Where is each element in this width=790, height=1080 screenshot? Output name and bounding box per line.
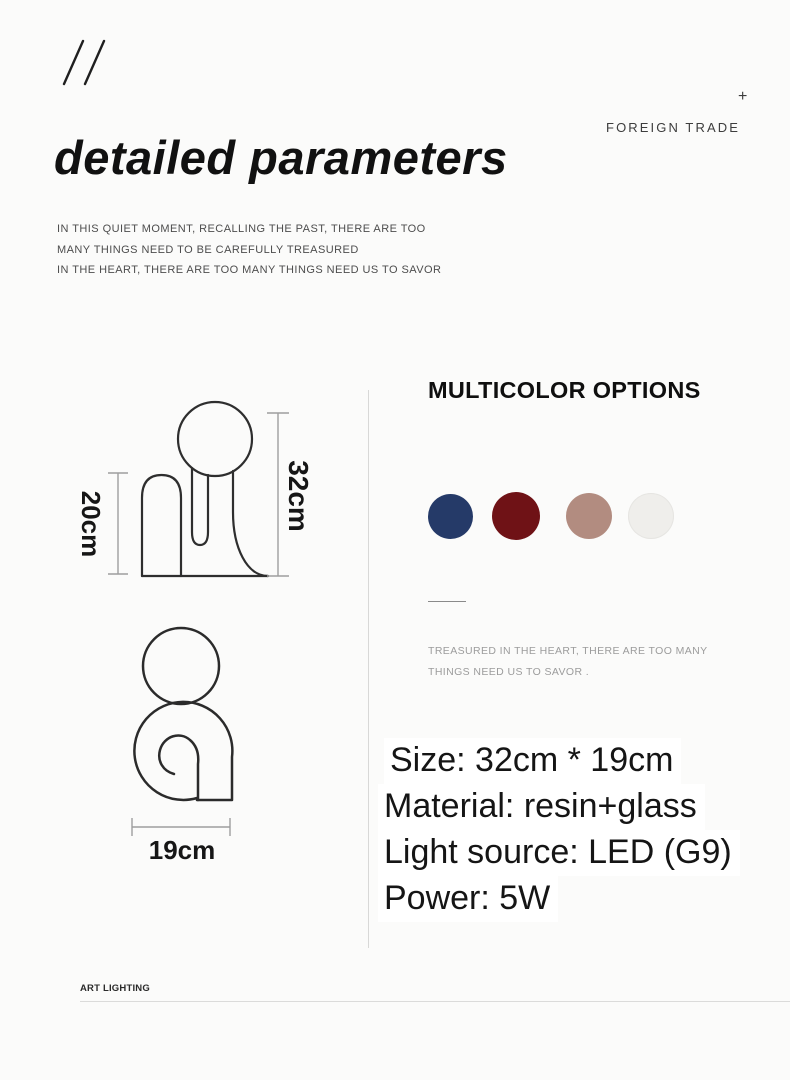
intro-line: IN THE HEART, THERE ARE TOO MANY THINGS NEED US TO SAVOR	[57, 264, 442, 276]
lamp-side-view-drawing	[142, 402, 268, 576]
dimension-label-side-height: 20cm	[76, 490, 107, 558]
page-title: detailed parameters	[54, 131, 508, 184]
note-paragraph	[428, 641, 708, 683]
color-swatch-dusty-pink[interactable]	[566, 493, 612, 539]
short-divider-rule	[428, 601, 466, 602]
intro-paragraph	[57, 219, 441, 281]
dimension-label-width: 19cm	[148, 834, 216, 865]
color-swatch-row	[428, 492, 674, 540]
plus-mark: +	[738, 88, 748, 105]
footer-brand-label: ART LIGHTING	[80, 983, 150, 994]
double-slash-icon	[64, 41, 104, 84]
spec-power: Power: 5W	[378, 876, 558, 922]
spec-size: Size: 32cm * 19cm	[384, 738, 681, 784]
intro-line: IN THIS QUIET MOMENT, RECALLING THE PAST, THERE ARE TOO	[57, 223, 426, 235]
spec-list	[378, 738, 740, 922]
intro-line: MANY THINGS NEED TO BE CAREFULLY TREASURED	[57, 243, 359, 256]
footer-rule	[80, 1001, 790, 1002]
spec-material: Material: resin+glass	[378, 784, 705, 830]
lamp-front-view-drawing	[134, 628, 232, 800]
color-swatch-white[interactable]	[628, 493, 674, 539]
spec-light-source: Light source: LED (G9)	[378, 830, 740, 876]
dimension-lines	[108, 413, 289, 836]
color-swatch-wine-red[interactable]	[492, 492, 540, 540]
note-line: TREASURED IN THE HEART, THERE ARE TOO MANY	[428, 645, 708, 657]
color-swatch-navy-blue[interactable]	[428, 494, 473, 539]
brand-label: FOREIGN TRADE	[606, 120, 740, 135]
dimension-label-total-height: 32cm	[283, 460, 314, 532]
vertical-divider	[368, 390, 369, 948]
multicolor-options-heading: MULTICOLOR OPTIONS	[428, 377, 701, 403]
note-line: THINGS NEED US TO SAVOR .	[428, 666, 590, 678]
